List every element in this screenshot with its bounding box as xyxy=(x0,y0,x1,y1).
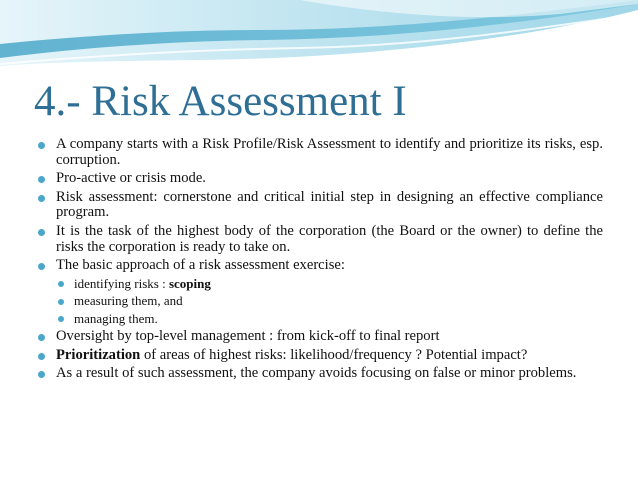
sub-bullet-item: measuring them, and xyxy=(58,294,603,309)
bullet-list xyxy=(38,137,603,385)
bullet-item: As a result of such assessment, the company avoids focusing on false or minor problems. xyxy=(38,366,603,382)
sub-bullet-item: managing them. xyxy=(58,312,603,327)
slide-title: 4.- Risk Assessment I xyxy=(34,78,407,125)
header-wave-decoration xyxy=(0,0,638,80)
bullet-item: Oversight by top-level management : from kick-off to final report xyxy=(38,329,603,345)
sub-bullet-list xyxy=(56,277,603,327)
bullet-item: It is the task of the highest body of the corporation (the Board or the owner) to define the risks the corporation is ready to take on. xyxy=(38,224,603,255)
bullet-item: Prioritization of areas of highest risks: likelihood/frequency ? Potential impact? xyxy=(38,348,603,364)
bullet-item: Pro-active or crisis mode. xyxy=(38,171,603,187)
bullet-item: Risk assessment: cornerstone and critical initial step in designing an effective compliance program. xyxy=(38,190,603,221)
bullet-item: The basic approach of a risk assessment exercise: identifying risks : scoping measuring them, and managing them. xyxy=(38,258,603,326)
bullet-item: A company starts with a Risk Profile/Risk Assessment to identify and prioritize its risks, esp. corruption. xyxy=(38,137,603,168)
sub-bullet-item: identifying risks : scoping xyxy=(58,277,603,292)
